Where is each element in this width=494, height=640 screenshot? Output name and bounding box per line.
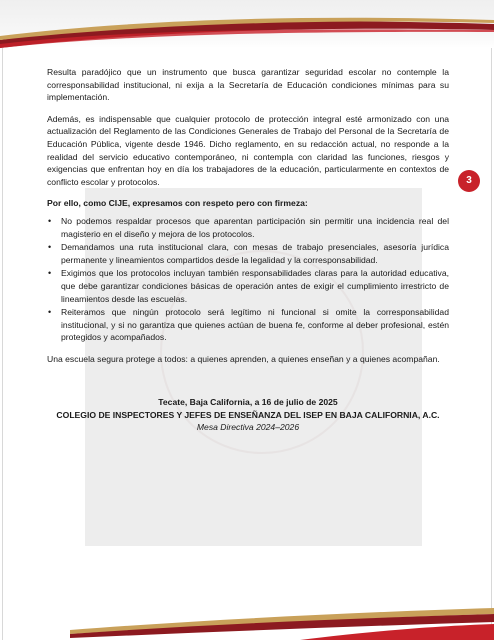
signature-block [47,396,449,434]
paragraph-1: Resulta paradójico que un instrumento que busca garantizar seguridad escolar no contemple la corresponsabilidad institucional, ni exija a la Secretaría de Educación condiciones mínimas para su implementación. [47,67,449,103]
list-item-text: Exigimos que los protocolos incluyan también responsabilidades claras para la autoridad educativa, que debe garantizar condiciones básicas de operación antes de exigir el cumplimiento irrestricto de lineamientos desde las escuelas. [61,268,449,304]
page-left-edge [2,0,3,640]
list-item-text: No podemos respaldar procesos que aparentan participación sin permitir una incidencia real del magisterio en el diseño y mejora de los protocolos. [61,215,449,239]
footer-swoosh-graphic [0,600,494,640]
footer-decorative-band [0,600,494,640]
list-item [48,215,449,240]
organization-name: COLEGIO DE INSPECTORES Y JEFES DE ENSEÑANZA DEL ISEP EN BAJA CALIFORNIA, A.C. [56,409,440,420]
list-item [48,306,449,344]
board-period: Mesa Directiva 2024–2026 [196,422,300,433]
bullet-icon: • [48,268,52,279]
body-text [47,66,449,374]
closing-statement: Una escuela segura protege a todos: a quienes aprenden, a quienes enseñan y a quienes acompañan. [47,353,440,364]
list-item-text: Demandamos una ruta institucional clara, con mesas de trabajo presenciales, asesoría jurídica permanente y lineamientos compartidos desde la legalidad y la corresponsabilidad. [61,242,449,265]
place-and-date: Tecate, Baja California, a 16 de julio de 2025 [158,397,338,407]
page-number-badge: 3 [458,170,480,192]
header-swoosh-graphic [0,0,494,52]
list-item [48,267,449,305]
demands-list [47,215,449,344]
lead-statement: Por ello, como CIJE, expresamos con respeto pero con firmeza: [47,198,308,209]
bullet-icon: • [48,307,52,318]
list-item-text: Reiteramos que ningún protocolo será legítimo ni funcional si omite la corresponsabilidad institucional, y si no garantiza que quienes actúan de buena fe, conforme al deber profesional, estén protegidos y acompañados. [61,307,449,343]
bullet-icon: • [48,242,52,253]
header-decorative-band [0,0,494,52]
page-right-edge [491,0,492,640]
bullet-icon: • [48,215,52,226]
list-item [48,241,449,266]
paragraph-2: Además, es indispensable que cualquier protocolo de protección integral esté armonizado con una actualización del Reglamento de las Condiciones Generales de Trabajo del Personal de la Secretaría de Educación Pública, vigente desde 1946. Dicho reglamento, en su redacción actual, no responde a la realidad del servicio educativo contemporáneo, ni contempla con claridad las funciones, riesgos y exigencias que enfrentan hoy en día los trabajadores de la educación, particularmente en contextos de conflicto escolar y protocolos. [47,113,449,187]
